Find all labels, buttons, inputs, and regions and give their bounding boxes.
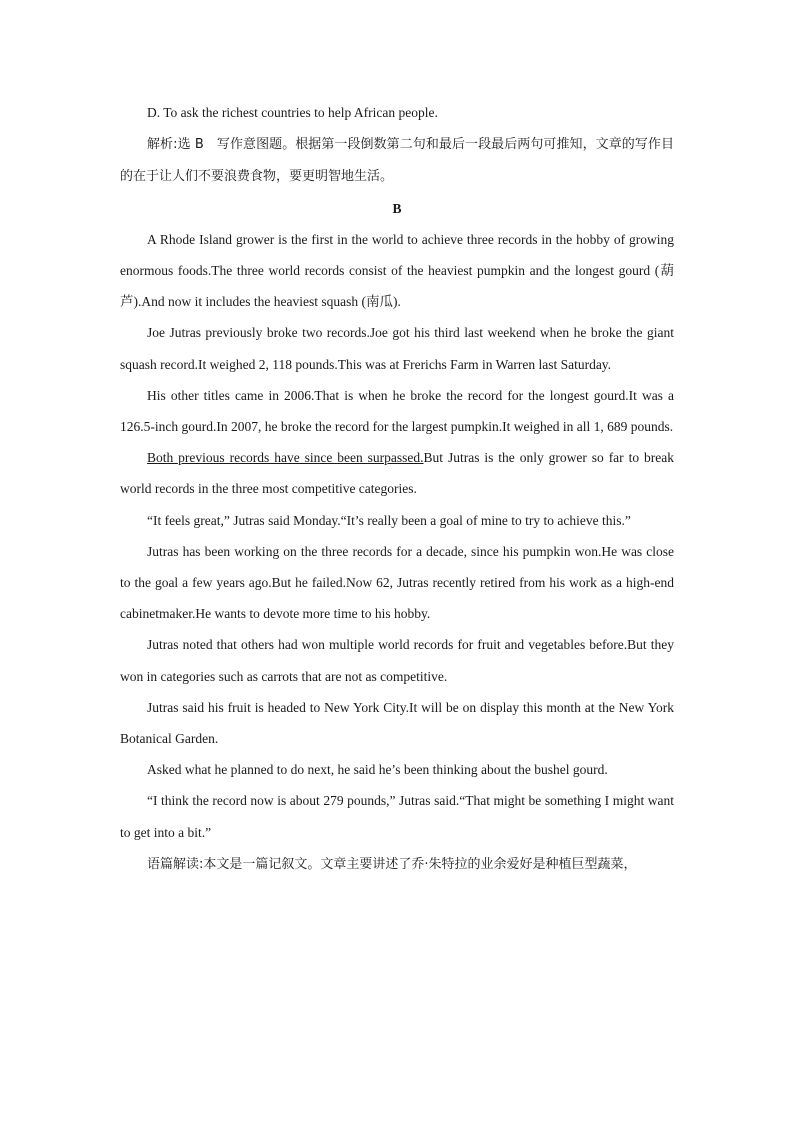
paragraph-6: Jutras has been working on the three records for a decade, since his pumpkin won.He was close to the goal a few years ago.But he failed.Now 62, Jutras recently retired from his work as a high-end cabinetmaker.He wants to devote more time to his hobby.	[120, 543, 674, 622]
paragraph-7: Jutras noted that others had won multiple world records for fruit and vegetables before.But they won in categories such as carrots that are not as competitive.	[120, 637, 674, 684]
analysis-label: 解析:	[147, 137, 178, 153]
underlined-sentence: Both previous records have since been surpassed.	[147, 450, 424, 466]
paragraph-3: His other titles came in 2006.That is when he broke the record for the longest gourd.It was a 126.5-inch gourd.In 2007, he broke the record for the largest pumpkin.It weighed in all 1, 689 pounds.	[120, 387, 674, 435]
section-title: B	[392, 200, 402, 216]
document-page	[120, 97, 674, 880]
paragraph-4	[120, 442, 674, 504]
analysis-text: 选 B 写作意图题。根据第一段倒数第二句和最后一段最后两句可推知，文章的写作目的在于让人们不要浪费食物，要更明智地生活。	[120, 137, 674, 185]
reading-note-label: 语篇解读:	[147, 856, 204, 872]
paragraph-5: “It feels great,” Jutras said Monday.“It’s really been a goal of mine to try to achieve this.”	[147, 512, 631, 528]
paragraph-4-rest: But Jutras is the only grower so far to break world records in the three most competitive categories.	[120, 450, 674, 497]
reading-note-text: 本文是一篇记叙文。文章主要讲述了乔·朱特拉的业余爱好是种植巨型蔬菜，	[203, 856, 637, 872]
analysis-paragraph	[120, 128, 674, 192]
option-d: D. To ask the richest countries to help African people.	[147, 105, 438, 120]
paragraph-1: A Rhode Island grower is the first in the world to achieve three records in the hobby of growing enormous foods.The three world records consist of the heaviest pumpkin and the longest gourd (葫芦).And now it includes the heaviest squash (南瓜).	[120, 231, 674, 310]
paragraph-10: “I think the record now is about 279 pounds,” Jutras said.“That might be something I might want to get into a bit.”	[120, 793, 674, 840]
paragraph-9: Asked what he planned to do next, he said he’s been thinking about the bushel gourd.	[147, 762, 608, 778]
paragraph-2: Joe Jutras previously broke two records.Joe got his third last weekend when he broke the giant squash record.It weighed 2, 118 pounds.This was at Frerichs Farm in Warren last Saturday.	[120, 325, 674, 372]
reading-note	[120, 848, 674, 880]
paragraph-8: Jutras said his fruit is headed to New York City.It will be on display this month at the New York Botanical Garden.	[120, 699, 674, 747]
